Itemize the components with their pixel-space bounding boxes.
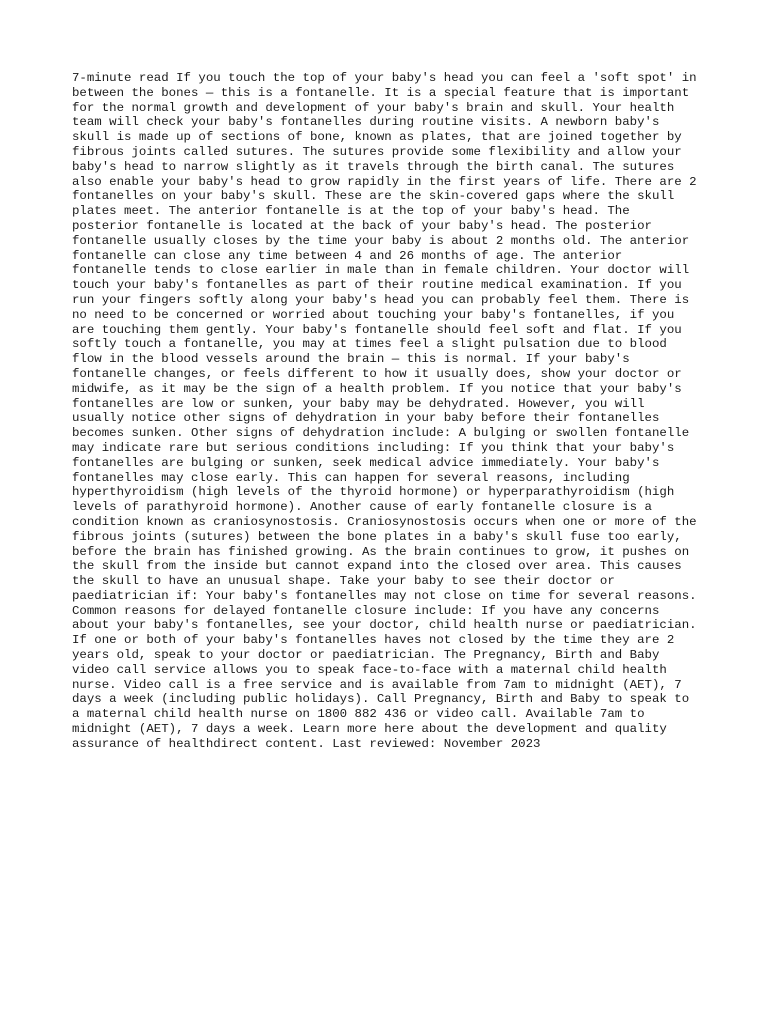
article-body-text: 7-minute read If you touch the top of your baby's head you can feel a 'soft spot' in between the bones — this is a fontanelle. It is a special feature that is important for the normal growth and development of your baby's brain and skull. Your health team will check your baby's fontanelles during routine visits. A newborn baby's skull is made up of sections of bone, known as plates, that are joined together by fibrous joints called sutures. The sutures provide some flexibility and allow your baby's head to narrow slightly as it travels through the birth canal. The sutures also enable your baby's head to grow rapidly in the first years of life. There are 2 fontanelles on your baby's skull. These are the skin-covered gaps where the skull plates meet. The anterior fontanelle is at the top of your baby's head. The posterior fontanelle is located at the back of your baby's head. The posterior fontanelle usually closes by the time your baby is about 2 months old. The anterior fontanelle can close any time between 4 and 26 months of age. The anterior fontanelle tends to close earlier in male than in female children. Your doctor will touch your baby's fontanelles as part of their routine medical examination. If you run your fingers softly along your baby's head you can probably feel them. There is no need to be concerned or worried about touching your baby's fontanelles, if you are touching them gently. Your baby's fontanelle should feel soft and flat. If you softly touch a fontanelle, you may at times feel a slight pulsation due to blood flow in the blood vessels around the brain — this is normal. If your baby's fontanelle changes, or feels different to how it usually does, show your doctor or midwife, as it may be the sign of a health problem. If you notice that your baby's fontanelles are low or sunken, your baby may be dehydrated. However, you will usually notice other signs of dehydration in your baby before their fontanelles becomes sunken. Other signs of dehydration include: A bulging or swollen fontanelle may indicate rare but serious conditions including: If you think that your baby's fontanelles are bulging or sunken, seek medical advice immediately. Your baby's fontanelles may close early. This can happen for several reasons, including hyperthyroidism (high levels of the thyroid hormone) or hyperparathyroidism (high levels of parathyroid hormone). Another cause of early fontanelle closure is a condition known as craniosynostosis. Craniosynostosis occurs when one or more of the fibrous joints (sutures) between the bone plates in a baby's skull fuse too early, before the brain has finished growing. As the brain continues to grow, it pushes on the skull from the inside but cannot expand into the closed over area. This causes the skull to have an unusual shape. Take your baby to see their doctor or paediatrician if: Your baby's fontanelles may not close on time for several reasons. Common reasons for delayed fontanelle closure include: If you have any concerns about your baby's fontanelles, see your doctor, child health nurse or paediatrician. If one or both of your baby's fontanelles haves not closed by the time they are 2 years old, speak to your doctor or paediatrician. The Pregnancy, Birth and Baby video call service allows you to speak face-to-face with a maternal child health nurse. Video call is a free service and is available from 7am to midnight (AET), 7 days a week (including public holidays). Call Pregnancy, Birth and Baby to speak to a maternal child health nurse on 1800 882 436 or video call. Available 7am to midnight (AET), 7 days a week. Learn more here about the development and quality assurance of healthdirect content. Last reviewed: November 2023 (72, 71, 697, 751)
article-page (72, 71, 697, 752)
